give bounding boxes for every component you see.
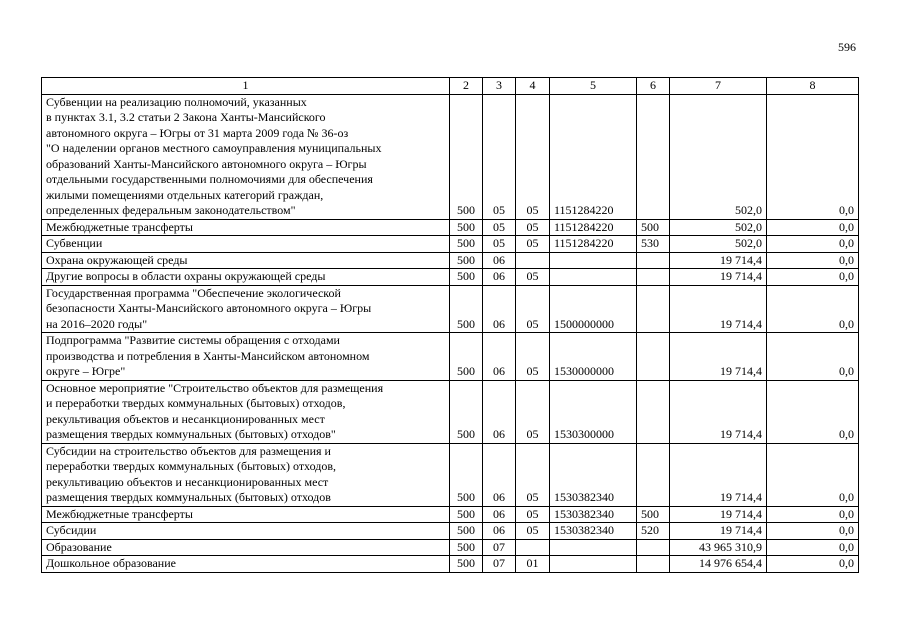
section-code-cell: 06 (483, 523, 516, 540)
table-row (42, 539, 859, 556)
table-row (42, 380, 859, 443)
admin-code-cell: 500 (450, 539, 483, 556)
amount-cell: 502,0 (670, 219, 767, 236)
amount-2-cell: 0,0 (767, 252, 859, 269)
amount-2-cell: 0,0 (767, 556, 859, 573)
expense-type-cell: 500 (637, 506, 670, 523)
target-article-cell (550, 252, 637, 269)
row-name-line: и переработки твердых коммунальных (бытовых) отходов, (46, 396, 346, 410)
row-name-line: жилыми помещениями отдельных категорий граждан, (46, 187, 324, 202)
table-row (42, 443, 859, 506)
row-name-cell (42, 219, 450, 236)
row-name-line: Основное мероприятие "Строительство объектов для размещения (46, 380, 384, 395)
row-name-line: Государственная программа "Обеспечение экологической (46, 285, 341, 300)
row-name-line: Дошкольное образование (46, 556, 176, 570)
expense-type-cell (637, 285, 670, 333)
expense-type-cell: 500 (637, 219, 670, 236)
amount-cell: 502,0 (670, 236, 767, 253)
header-cell-8: 8 (767, 78, 859, 95)
amount-cell: 43 965 310,9 (670, 539, 767, 556)
row-name-line: образований Ханты-Мансийского автономного округа – Югры (46, 156, 367, 171)
amount-2-cell: 0,0 (767, 380, 859, 443)
target-article-cell: 1530000000 (550, 333, 637, 381)
expense-type-cell (637, 94, 670, 219)
row-name-line: Подпрограмма "Развитие системы обращения с отходами (46, 333, 340, 347)
admin-code-cell: 500 (450, 443, 483, 506)
row-name-line: Межбюджетные трансферты (46, 506, 193, 521)
expense-type-cell: 520 (637, 523, 670, 540)
amount-cell: 14 976 654,4 (670, 556, 767, 573)
row-name-cell (42, 285, 450, 333)
section-code-cell: 06 (483, 443, 516, 506)
admin-code-cell: 500 (450, 523, 483, 540)
subsection-code-cell: 05 (516, 380, 550, 443)
expense-type-cell (637, 252, 670, 269)
admin-code-cell: 500 (450, 269, 483, 286)
table-row (42, 219, 859, 236)
budget-table (41, 77, 859, 573)
subsection-code-cell (516, 252, 550, 269)
row-name-line: Образование (46, 539, 112, 554)
subsection-code-cell: 05 (516, 285, 550, 333)
row-name-line: Субсидии (46, 523, 97, 537)
row-name-line: размещения твердых коммунальных (бытовых) отходов" (46, 427, 336, 441)
row-name-line: Субвенции на реализацию полномочий, указанных (46, 94, 307, 109)
subsection-code-cell: 05 (516, 94, 550, 219)
section-code-cell: 06 (483, 285, 516, 333)
admin-code-cell: 500 (450, 285, 483, 333)
table-row (42, 285, 859, 333)
row-name-cell (42, 236, 450, 253)
admin-code-cell: 500 (450, 219, 483, 236)
row-name-line: Другие вопросы в области охраны окружающей среды (46, 269, 326, 283)
table-row (42, 523, 859, 540)
target-article-cell (550, 269, 637, 286)
section-code-cell: 06 (483, 252, 516, 269)
row-name-cell (42, 556, 450, 573)
section-code-cell: 06 (483, 333, 516, 381)
table-row (42, 236, 859, 253)
section-code-cell: 05 (483, 94, 516, 219)
expense-type-cell (637, 443, 670, 506)
row-name-line: Межбюджетные трансферты (46, 219, 193, 234)
row-name-line: переработки твердых коммунальных (бытовых) отходов, (46, 459, 337, 473)
row-name-line: безопасности Ханты-Мансийского автономного округа – Югры (46, 301, 372, 315)
target-article-cell: 1151284220 (550, 236, 637, 253)
subsection-code-cell: 05 (516, 333, 550, 381)
row-name-cell (42, 269, 450, 286)
row-name-line: рекультивация объектов и несанкционированных мест (46, 411, 325, 426)
row-name-cell (42, 539, 450, 556)
section-code-cell: 07 (483, 539, 516, 556)
row-name-line: отдельными государственными полномочиями для обеспечения (46, 172, 373, 186)
admin-code-cell: 500 (450, 380, 483, 443)
target-article-cell: 1530382340 (550, 523, 637, 540)
table-row (42, 506, 859, 523)
row-name-cell (42, 380, 450, 443)
row-name-line: Субсидии на строительство объектов для размещения и (46, 443, 331, 458)
amount-cell: 19 714,4 (670, 269, 767, 286)
target-article-cell: 1151284220 (550, 94, 637, 219)
header-cell-4: 4 (516, 78, 550, 95)
amount-cell: 19 714,4 (670, 443, 767, 506)
amount-cell: 19 714,4 (670, 523, 767, 540)
header-cell-1: 1 (42, 78, 450, 95)
row-name-line: размещения твердых коммунальных (бытовых) отходов (46, 490, 331, 504)
amount-2-cell: 0,0 (767, 539, 859, 556)
expense-type-cell (637, 539, 670, 556)
admin-code-cell: 500 (450, 333, 483, 381)
target-article-cell: 1500000000 (550, 285, 637, 333)
table-row (42, 269, 859, 286)
subsection-code-cell (516, 539, 550, 556)
row-name-cell (42, 94, 450, 219)
subsection-code-cell: 01 (516, 556, 550, 573)
table-row (42, 94, 859, 219)
row-name-line: автономного округа – Югры от 31 марта 2009 года № 36-оз (46, 125, 349, 140)
amount-cell: 19 714,4 (670, 380, 767, 443)
amount-2-cell: 0,0 (767, 236, 859, 253)
section-code-cell: 06 (483, 380, 516, 443)
row-name-line: рекультивацию объектов и несанкционированных мест (46, 474, 329, 489)
header-cell-2: 2 (450, 78, 483, 95)
amount-cell: 19 714,4 (670, 252, 767, 269)
admin-code-cell: 500 (450, 252, 483, 269)
header-cell-7: 7 (670, 78, 767, 95)
target-article-cell (550, 539, 637, 556)
section-code-cell: 06 (483, 506, 516, 523)
subsection-code-cell: 05 (516, 269, 550, 286)
target-article-cell (550, 556, 637, 573)
admin-code-cell: 500 (450, 236, 483, 253)
header-cell-5: 5 (550, 78, 637, 95)
page-number: 596 (838, 40, 856, 54)
amount-cell: 19 714,4 (670, 506, 767, 523)
row-name-cell (42, 523, 450, 540)
target-article-cell: 1530382340 (550, 506, 637, 523)
row-name-line: в пунктах 3.1, 3.2 статьи 2 Закона Ханты-Мансийского (46, 110, 326, 124)
subsection-code-cell: 05 (516, 219, 550, 236)
amount-2-cell: 0,0 (767, 443, 859, 506)
admin-code-cell: 500 (450, 556, 483, 573)
target-article-cell: 1530300000 (550, 380, 637, 443)
amount-cell: 19 714,4 (670, 333, 767, 381)
expense-type-cell (637, 333, 670, 381)
target-article-cell: 1151284220 (550, 219, 637, 236)
target-article-cell: 1530382340 (550, 443, 637, 506)
header-cell-3: 3 (483, 78, 516, 95)
table-row (42, 556, 859, 573)
amount-2-cell: 0,0 (767, 269, 859, 286)
row-name-line: производства и потребления в Ханты-Мансийском автономном (46, 348, 370, 363)
header-cell-6: 6 (637, 78, 670, 95)
amount-2-cell: 0,0 (767, 523, 859, 540)
table-row (42, 333, 859, 381)
section-code-cell: 07 (483, 556, 516, 573)
row-name-cell (42, 333, 450, 381)
row-name-line: округе – Югре" (46, 364, 126, 378)
amount-2-cell: 0,0 (767, 333, 859, 381)
header-row (42, 78, 859, 95)
row-name-cell (42, 443, 450, 506)
row-name-cell (42, 506, 450, 523)
amount-2-cell: 0,0 (767, 506, 859, 523)
row-name-line: на 2016–2020 годы" (46, 316, 148, 331)
amount-2-cell: 0,0 (767, 219, 859, 236)
row-name-line: определенных федеральным законодательством" (46, 203, 296, 217)
amount-cell: 502,0 (670, 94, 767, 219)
row-name-line: "О наделении органов местного самоуправления муниципальных (46, 141, 382, 155)
subsection-code-cell: 05 (516, 506, 550, 523)
row-name-cell (42, 252, 450, 269)
amount-cell: 19 714,4 (670, 285, 767, 333)
section-code-cell: 05 (483, 236, 516, 253)
table-row (42, 252, 859, 269)
subsection-code-cell: 05 (516, 236, 550, 253)
expense-type-cell (637, 269, 670, 286)
amount-2-cell: 0,0 (767, 94, 859, 219)
subsection-code-cell: 05 (516, 523, 550, 540)
section-code-cell: 05 (483, 219, 516, 236)
expense-type-cell (637, 380, 670, 443)
amount-2-cell: 0,0 (767, 285, 859, 333)
admin-code-cell: 500 (450, 94, 483, 219)
section-code-cell: 06 (483, 269, 516, 286)
row-name-line: Охрана окружающей среды (46, 252, 188, 267)
subsection-code-cell: 05 (516, 443, 550, 506)
expense-type-cell (637, 556, 670, 573)
row-name-line: Субвенции (46, 236, 103, 250)
admin-code-cell: 500 (450, 506, 483, 523)
expense-type-cell: 530 (637, 236, 670, 253)
